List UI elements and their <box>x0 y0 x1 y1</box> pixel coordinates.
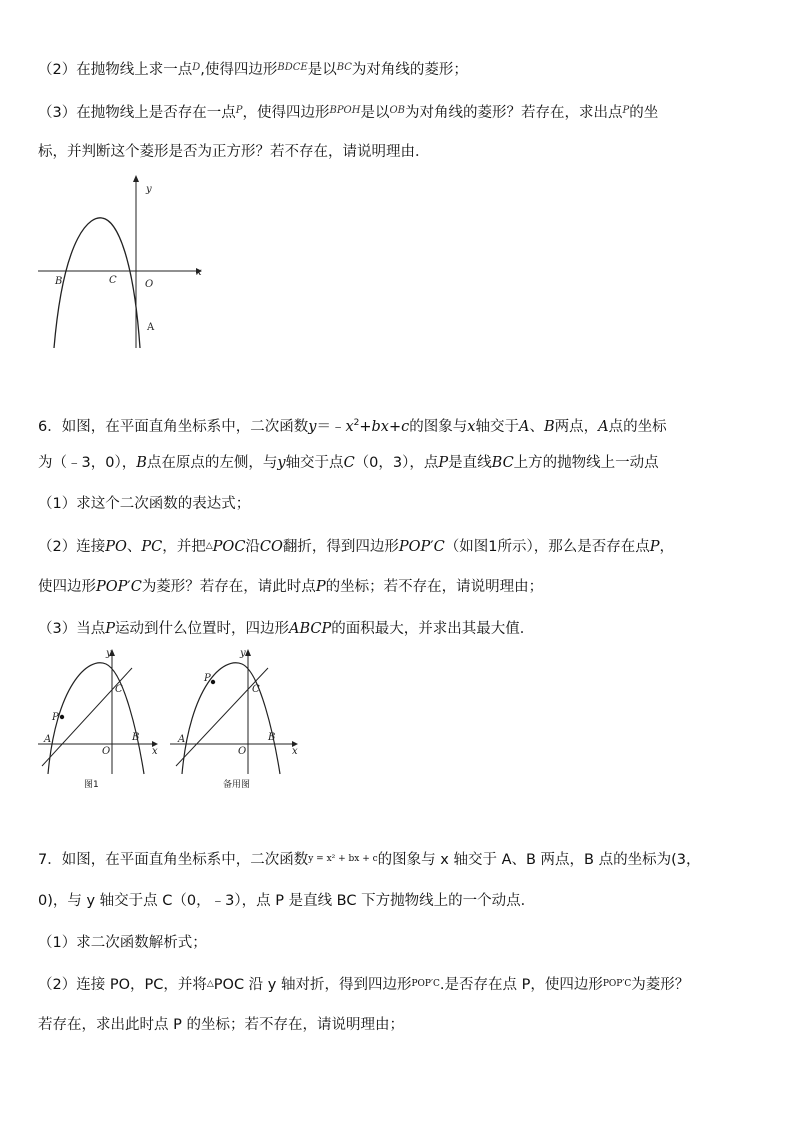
parabola-curve <box>182 663 280 774</box>
text: 点的坐标 <box>608 418 667 435</box>
math-POPC: POP′C <box>602 979 632 989</box>
text: 沿 <box>245 539 260 555</box>
text: ，并把 <box>162 539 206 555</box>
q7-stem-line1 <box>38 849 701 870</box>
q6-stem-line2 <box>38 453 659 473</box>
text: 的图象与 x 轴交于 A、B 两点，B 点的坐标为(3， <box>377 852 701 868</box>
text: 为（﹣3，0）， <box>38 455 137 471</box>
q5-part3-line1 <box>38 101 658 123</box>
text: + <box>359 418 372 435</box>
text: 6．如图，在平面直角坐标系中，二次函数 <box>38 418 309 435</box>
q5-part3-line2: 标，并判断这个菱形是否为正方形？若不存在，请说明理由． <box>38 144 430 160</box>
text: （0，3），点 <box>354 455 439 471</box>
x-label: x <box>152 746 158 757</box>
text: ,使得四边形 <box>200 62 278 78</box>
text: + <box>388 418 402 435</box>
text: （3）在抛物线上是否存在一点 <box>38 105 236 121</box>
math-PC: PC <box>141 539 163 555</box>
text: .是否存在点 P，使四边形 <box>439 977 603 993</box>
math-D: D <box>192 62 201 73</box>
math-A: A <box>598 418 609 435</box>
math-POP: POP <box>398 539 431 555</box>
y-axis-arrow <box>133 175 139 182</box>
text: 为对角线的菱形； <box>351 62 468 78</box>
text: （2）连接 <box>38 539 106 555</box>
math-bx: bx <box>371 418 389 435</box>
parabola-curve <box>54 218 140 348</box>
text: （2）连接 PO，PC，并将 <box>38 977 207 993</box>
math-formula: y = x² + bx + c <box>308 854 378 864</box>
text: 是直线 <box>448 455 492 471</box>
x-label: x <box>196 267 202 278</box>
math-BC: BC <box>336 62 352 73</box>
point-B-label: B <box>268 732 276 743</box>
math-BC: BC <box>491 455 514 471</box>
prime-symbol: ′ <box>430 539 434 555</box>
point-O-label: O <box>145 279 154 290</box>
q6-part3 <box>38 619 534 639</box>
math-ABCP: ABCP <box>289 621 332 637</box>
point-A-label: A <box>147 322 155 333</box>
text: 翻折，得到四边形 <box>282 539 399 555</box>
q6-part2-line2 <box>38 577 543 597</box>
math-P: P <box>438 455 449 471</box>
line-BC <box>176 668 268 766</box>
text: 使四边形 <box>38 579 96 595</box>
text: 7．如图，在平面直角坐标系中，二次函数 <box>38 852 309 868</box>
text: 的面积最大，并求出其最大值． <box>331 621 535 637</box>
y-axis-arrow <box>245 649 251 656</box>
q5-part2 <box>38 58 468 80</box>
text: 、 <box>126 539 142 555</box>
x-label: x <box>292 746 298 757</box>
math-BDCE: BDCE <box>277 62 308 73</box>
text: （如图1所示），那么是否存在点 <box>444 539 650 555</box>
point-P <box>211 680 215 684</box>
q5-parabola-figure <box>36 172 211 350</box>
point-P-label: P <box>204 673 211 684</box>
y-label: y <box>146 184 152 195</box>
math-y: y <box>277 455 286 471</box>
point-C-label: C <box>109 275 117 286</box>
text: （2）在抛物线上求一点 <box>38 62 193 78</box>
math-BPOH: BPOH <box>329 105 361 116</box>
text: 是以 <box>307 62 337 78</box>
math-B: B <box>543 418 555 435</box>
point-B-label: B <box>55 276 63 287</box>
q7-part2-line1 <box>38 974 689 995</box>
q6-part1: （1）求这个二次函数的表达式； <box>38 496 251 512</box>
text: 为对角线的菱形？若存在，求出点 <box>405 105 623 121</box>
point-B-label: B <box>132 732 140 743</box>
triangle-symbol: △ <box>206 979 214 989</box>
q6-figure-1 <box>36 646 166 776</box>
text: 两点， <box>554 418 599 435</box>
q7-stem-line2: 0)，与 y 轴交于点 C（0，﹣3），点 P 是直线 BC 下方抛物线上的一个动点． <box>38 893 536 909</box>
text: 为菱形？若存在，请此时点 <box>141 579 316 595</box>
point-O-label: O <box>102 746 111 757</box>
prime-symbol: ′ <box>127 579 131 595</box>
q7-part2-line2: 若存在，求出此时点 P 的坐标；若不存在，请说明理由； <box>38 1017 404 1033</box>
math-P: P <box>235 105 243 116</box>
point-O-label: O <box>238 746 247 757</box>
math-PO: PO <box>105 539 127 555</box>
math-B: B <box>136 455 147 471</box>
text: ， <box>659 539 674 555</box>
math-P: P <box>622 105 630 116</box>
math-OB: OB <box>389 105 406 116</box>
math-C: C <box>130 579 142 595</box>
q6-stem-line1 <box>38 413 667 437</box>
text: 轴交于点 <box>285 455 344 471</box>
q6-part2-line1 <box>38 536 674 557</box>
y-label: y <box>240 648 246 659</box>
q7-part1: （1）求二次函数解析式； <box>38 935 207 951</box>
math-exp: 2 <box>353 418 360 428</box>
y-label: y <box>106 648 112 659</box>
math-POC: POC <box>212 539 246 555</box>
math-x: x <box>467 418 476 435</box>
math-c: c <box>401 418 410 435</box>
figure-1-caption: 图1 <box>84 780 99 790</box>
point-C-label: C <box>252 684 260 695</box>
text: 轴交于 <box>475 418 519 435</box>
point-C-label: C <box>115 684 123 695</box>
figure-backup-caption: 备用图 <box>223 780 251 790</box>
text: 是以 <box>360 105 390 121</box>
point-A-label: A <box>44 734 52 745</box>
math-CO: CO <box>259 539 283 555</box>
text: （3）当点 <box>38 621 106 637</box>
math-y: y <box>308 418 317 435</box>
triangle-symbol: △ <box>205 541 213 551</box>
math-POP: POP <box>96 579 128 595</box>
point-P <box>60 715 64 719</box>
text: 的图象与 <box>409 418 468 435</box>
math-C: C <box>433 539 445 555</box>
text: POC 沿 y 轴对折，得到四边形 <box>213 977 412 993</box>
text: 、 <box>529 418 544 435</box>
math-P: P <box>105 621 115 637</box>
text: 的坐标；若不存在，请说明理由； <box>325 579 544 595</box>
text: ，使得四边形 <box>242 105 330 121</box>
text: 上方的抛物线上一动点 <box>513 455 659 471</box>
math-C: C <box>343 455 355 471</box>
q6-figure-backup <box>168 646 303 776</box>
math-x: x <box>345 418 354 435</box>
math-P: P <box>315 579 326 595</box>
text: 为菱形？ <box>631 977 690 993</box>
math-POPC: POP′C <box>411 979 440 989</box>
text: 点在原点的左侧，与 <box>146 455 278 471</box>
point-A-label: A <box>178 734 186 745</box>
text: 的坐 <box>629 105 659 121</box>
math-P: P <box>649 539 660 555</box>
text: ＝﹣ <box>316 418 346 435</box>
point-P-label: P <box>52 712 59 723</box>
text: 运动到什么位置时，四边形 <box>115 621 289 637</box>
math-A: A <box>518 418 530 435</box>
